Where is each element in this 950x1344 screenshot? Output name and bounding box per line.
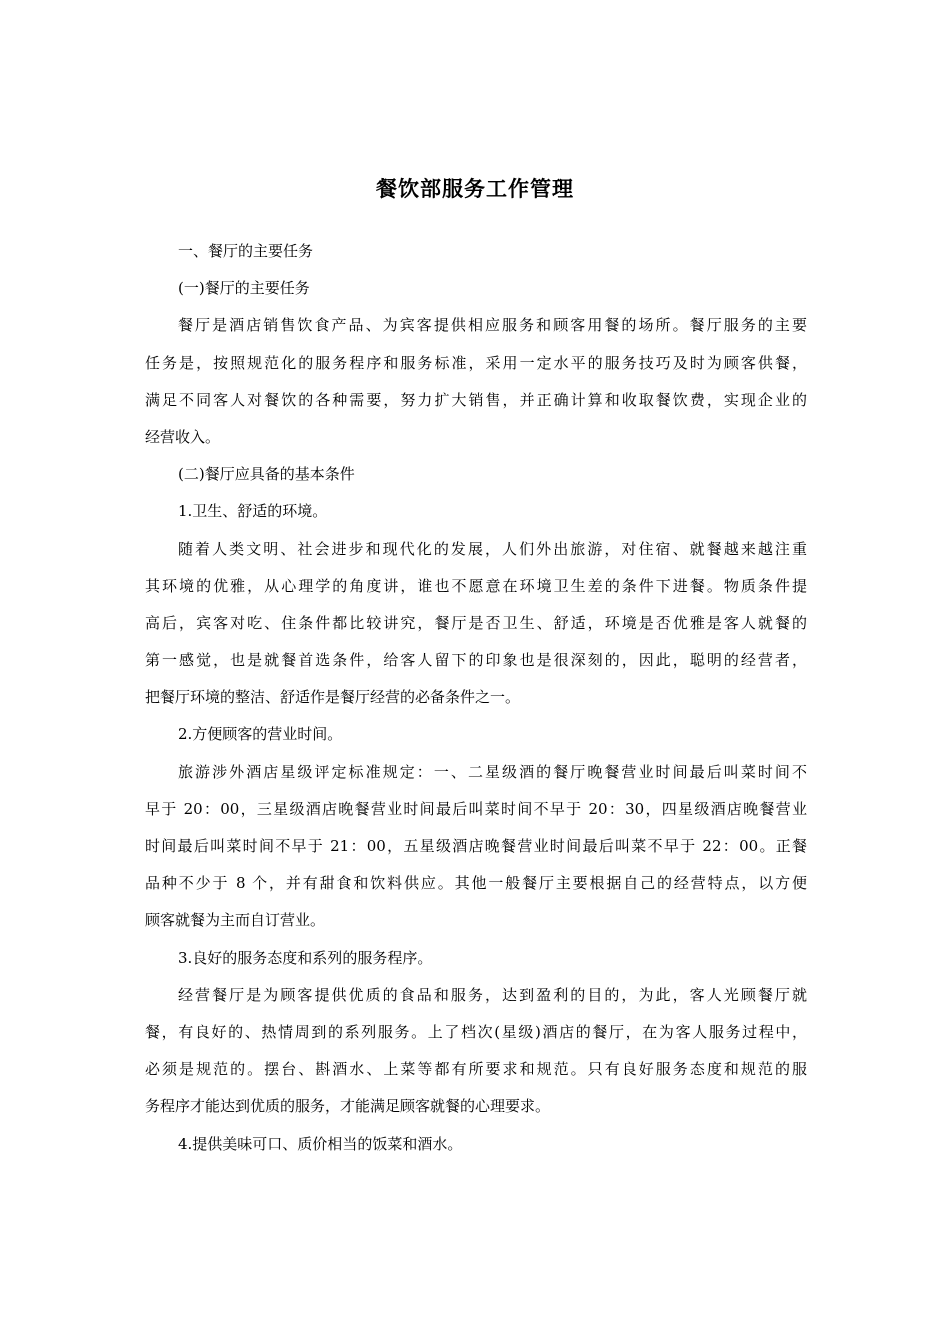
paragraph-line: 随着人类文明、社会进步和现代化的发展，人们外出旅游，对住宿、就餐越来越注重 xyxy=(178,539,807,558)
paragraph-line: 高后，宾客对吃、住条件都比较讲究，餐厅是否卫生、舒适，环境是否优雅是客人就餐的 xyxy=(145,613,807,632)
subsection-heading: (一)餐厅的主要任务 xyxy=(178,279,310,298)
paragraph-line: 满足不同客人对餐饮的各种需要，努力扩大销售，并正确计算和收取餐饮费，实现企业的 xyxy=(145,390,807,409)
paragraph-line: 餐，有良好的、热情周到的系列服务。上了档次(星级)酒店的餐厅，在为客人服务过程中， xyxy=(145,1022,807,1041)
document-title: 餐饮部服务工作管理 xyxy=(376,177,574,201)
item-heading: 2.方便顾客的营业时间。 xyxy=(178,725,343,744)
paragraph-line: 第一感觉，也是就餐首选条件，给客人留下的印象也是很深刻的，因此，聪明的经营者， xyxy=(145,651,807,670)
paragraph-line: 旅游涉外酒店星级评定标准规定：一、二星级酒的餐厅晚餐营业时间最后叫菜时间不 xyxy=(178,762,807,781)
paragraph-line: 其环境的优雅，从心理学的角度讲，谁也不愿意在环境卫生差的条件下进餐。物质条件提 xyxy=(145,576,807,595)
item-heading: 4.提供美味可口、质价相当的饭菜和酒水。 xyxy=(178,1134,463,1153)
item-heading: 1.卫生、舒适的环境。 xyxy=(178,502,328,521)
paragraph-line: 经营餐厅是为顾客提供优质的食品和服务，达到盈利的目的，为此，客人光顾餐厅就 xyxy=(178,985,807,1004)
paragraph-line: 早于 20：00，三星级酒店晚餐营业时间最后叫菜时间不早于 20：30，四星级酒店晚餐营业 xyxy=(145,799,807,818)
section-heading: 一、餐厅的主要任务 xyxy=(178,242,314,260)
paragraph-line: 任务是，按照规范化的服务程序和服务标准，采用一定水平的服务技巧及时为顾客供餐， xyxy=(145,353,807,372)
subsection-heading: (二)餐厅应具备的基本条件 xyxy=(178,465,355,484)
paragraph-line: 经营收入。 xyxy=(145,427,221,446)
paragraph-line: 把餐厅环境的整洁、舒适作是餐厅经营的必备条件之一。 xyxy=(145,688,521,707)
document-body xyxy=(145,233,807,1163)
item-heading: 3.良好的服务态度和系列的服务程序。 xyxy=(178,948,433,967)
paragraph-line: 顾客就餐为主而自订营业。 xyxy=(145,911,326,930)
paragraph-line: 品种不少于 8 个，并有甜食和饮料供应。其他一般餐厅主要根据自己的经营特点，以方便 xyxy=(145,874,807,893)
paragraph-line: 餐厅是酒店销售饮食产品、为宾客提供相应服务和顾客用餐的场所。餐厅服务的主要 xyxy=(178,316,807,335)
paragraph-line: 务程序才能达到优质的服务，才能满足顾客就餐的心理要求。 xyxy=(145,1097,551,1116)
paragraph-line: 必须是规范的。摆台、斟酒水、上菜等都有所要求和规范。只有良好服务态度和规范的服 xyxy=(145,1060,807,1079)
paragraph-line: 时间最后叫菜时间不早于 21：00，五星级酒店晚餐营业时间最后叫菜不早于 22：00。正餐 xyxy=(145,837,807,855)
